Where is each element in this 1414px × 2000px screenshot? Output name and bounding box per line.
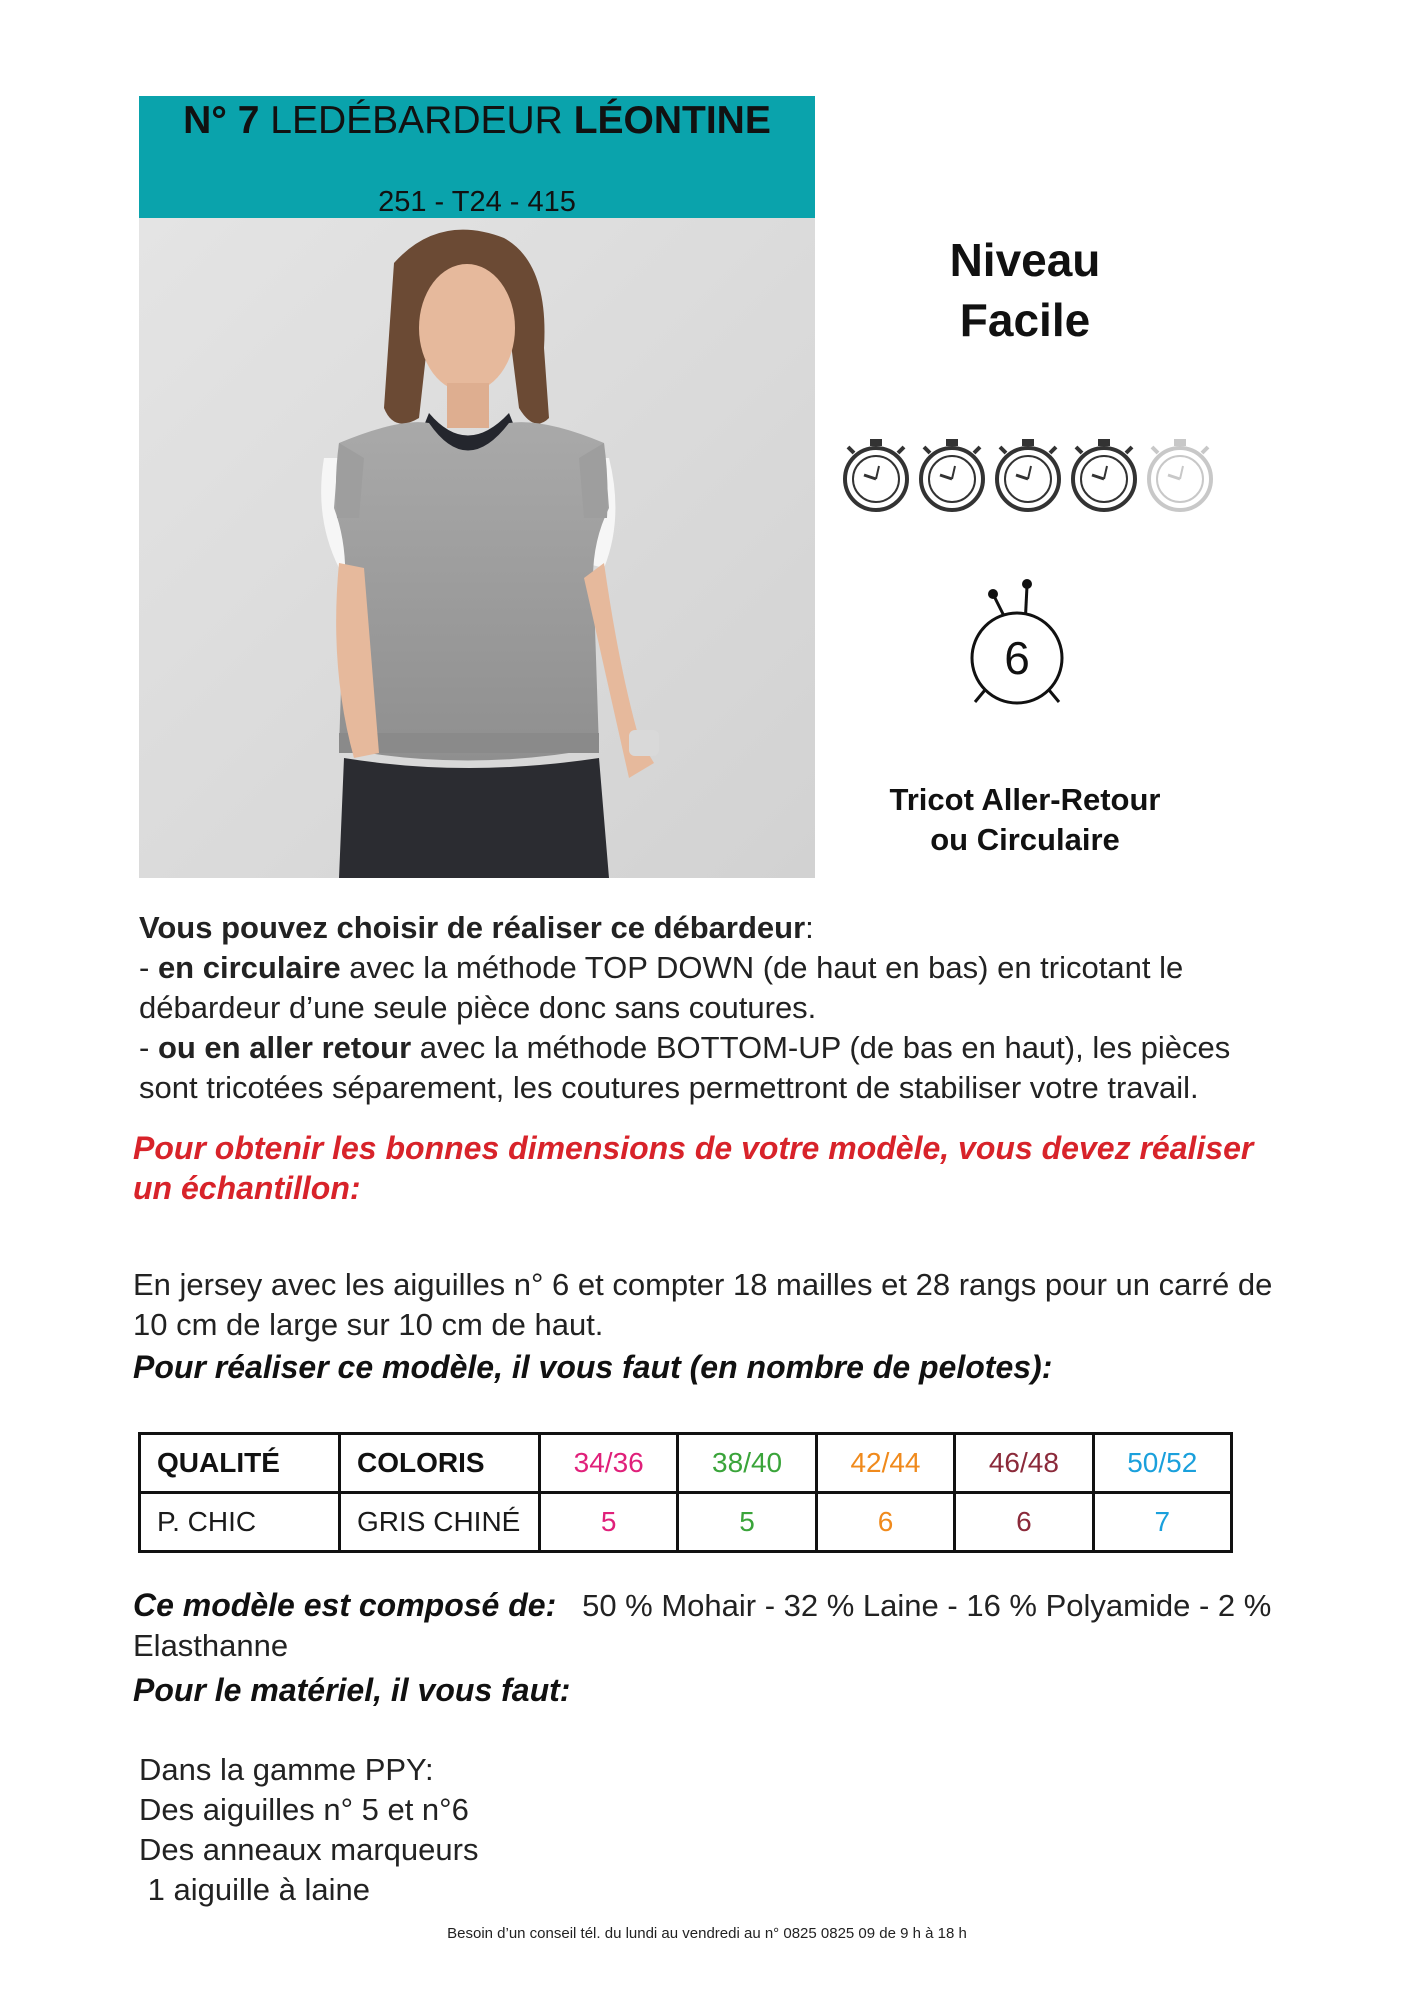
option-2-dash: - [139,1030,158,1065]
table-header-row [140,1434,1232,1493]
list-item: Des anneaux marqueurs [139,1832,479,1867]
knitting-technique [860,780,1190,860]
stopwatch-icon-filled [1073,439,1135,510]
option-2-text: avec la méthode BOTTOM-UP (de bas en haut), les pièces sont tricotées séparement, les coutures permettront de stabiliser votre travail. [139,1030,1231,1105]
option-1-bold: en circulaire [157,950,341,985]
pattern-reference: 251 - T24 - 415 [378,186,576,218]
intro-lead-bold: Vous pouvez choisir de réaliser ce débardeur [139,910,806,945]
yarn-requirements-title: Pour réaliser ce modèle, il vous faut (en nombre de pelotes): [133,1349,1053,1385]
qty-cell: 6 [955,1493,1093,1552]
needle-size-icon [965,578,1085,708]
size-header: 34/36 [540,1434,678,1493]
stopwatch-icon-empty [1149,439,1211,510]
title-middle: LEDÉBARDEUR [259,99,574,142]
gauge-instructions: En jersey avec les aiguilles n° 6 et compter 18 mailles et 28 rangs pour un carré de 10 cm de large sur 10 cm de haut. [133,1267,1273,1342]
level-value: Facile [959,294,1091,346]
option-1-text: avec la méthode TOP DOWN (de haut en bas) en tricotant le débardeur d’une seule pièce donc sans coutures. [139,950,1184,1025]
material-list [139,1750,939,1910]
yarn-quantity-table [138,1432,1233,1553]
method-option-circular [139,948,1279,1028]
technique-line-1: Tricot Aller-Retour [889,782,1161,817]
pattern-title [139,96,815,146]
method-option-flat [139,1028,1279,1108]
level-label: Niveau [949,234,1101,286]
list-item: Dans la gamme PPY: [139,1752,434,1787]
header-quality: QUALITÉ [140,1434,340,1493]
model-illustration [139,218,815,878]
table-row [140,1493,1232,1552]
size-header: 46/48 [955,1434,1093,1493]
needle-size-value: 6 [1004,632,1030,684]
qty-cell: 7 [1093,1493,1231,1552]
qty-cell: 6 [816,1493,954,1552]
intro-lead [139,908,1279,948]
model-photo [139,218,815,878]
header-color: COLORIS [340,1434,540,1493]
pattern-name: LÉONTINE [573,99,771,142]
difficulty-level [870,230,1180,350]
qty-cell: 5 [678,1493,816,1552]
list-item: 1 aiguille à laine [139,1872,370,1907]
size-header: 50/52 [1093,1434,1231,1493]
option-2-bold: ou en aller retour [157,1030,412,1065]
technique-line-2: ou Circulaire [930,822,1120,857]
list-item: Des aiguilles n° 5 et n°6 [139,1792,469,1827]
option-1-dash: - [139,950,158,985]
footer-help-line: Besoin d’un conseil tél. du lundi au vendredi au n° 0825 0825 09 de 9 h à 18 h [447,1925,967,1942]
size-header: 38/40 [678,1434,816,1493]
color-cell: GRIS CHINÉ [340,1493,540,1552]
qty-cell: 5 [540,1493,678,1552]
stopwatch-icon-filled [921,439,983,510]
size-header: 42/44 [816,1434,954,1493]
quality-cell: P. CHIC [140,1493,340,1552]
yarn-composition [133,1585,1273,1666]
composition-label: Ce modèle est composé de: [133,1587,557,1623]
difficulty-rating [838,433,1218,513]
stopwatch-icon-filled [997,439,1059,510]
intro-lead-colon: : [805,910,814,945]
method-intro [139,908,1279,1108]
material-title: Pour le matériel, il vous faut: [133,1672,571,1708]
stopwatch-icon-filled [845,439,907,510]
gauge-warning: Pour obtenir les bonnes dimensions de votre modèle, vous devez réaliser un échantillon: [133,1130,1254,1206]
pattern-number: N° 7 [183,99,260,142]
composition-text: 50 % Mohair - 32 % Laine - 16 % Polyamide - 2 % Elasthanne [133,1588,1272,1663]
